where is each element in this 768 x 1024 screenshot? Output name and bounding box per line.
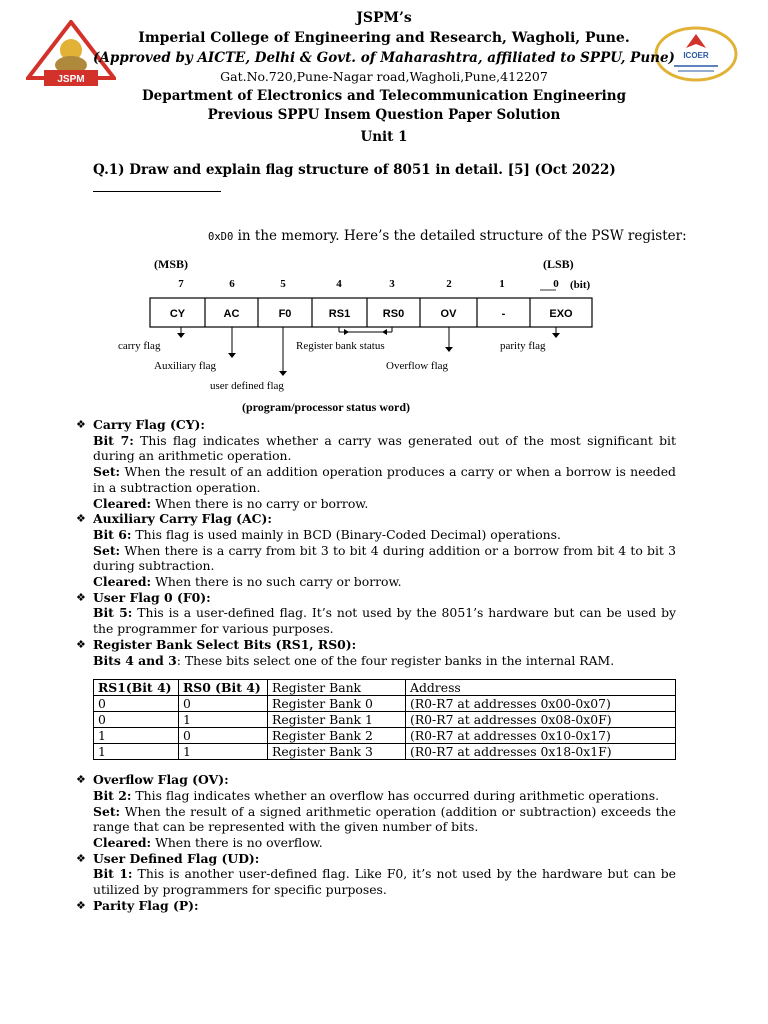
bit-number-2: 5 [280,278,286,290]
college-address: Gat.No.720,Pune-Nagar road,Wagholi,Pune,412207 [220,69,548,84]
bit-number-0: 7 [178,278,184,290]
section-title: User Defined Flag (UD): [93,850,260,866]
diamond-bullet-icon: ❖ [76,590,86,604]
table-row: 1 1 Register Bank 3 (R0-R7 at addresses 0x18-0x1F) [94,744,676,760]
auxiliary-flag-label: Auxiliary flag [154,360,217,372]
icoer-logo-text: ICOER [683,51,709,60]
section-carry-flag [76,417,676,433]
bit-number-6: 1 [499,278,505,290]
diamond-bullet-icon: ❖ [76,851,86,865]
cy-cleared-para: Cleared: When there is no carry or borrow. [93,495,369,511]
section-title: Parity Flag (P): [93,897,199,913]
ac-bit-para: Bit 6: This flag is used mainly in BCD (Binary-Coded Decimal) operations. [93,526,561,542]
user-defined-flag-label: user defined flag [210,380,284,392]
section-user-flag-0 [76,590,676,606]
department-name: Department of Electronics and Telecommunication Engineering [141,88,627,104]
ac-cleared-para: Cleared: When there is no such carry or borrow. [93,574,402,590]
section-title: Register Bank Select Bits (RS1, RS0): [93,636,357,652]
intro-text [208,228,687,244]
psw-cell-1: AC [223,308,240,320]
register-bank-table [93,679,676,760]
content-body [76,417,676,914]
ov-set-para: Set: When the result of a signed arithmetic operation (addition or subtraction) exceeds the range that can be represented with the given number of bits. [93,803,676,835]
question-underline [93,191,221,192]
psw-cell-4: RS0 [382,308,405,320]
bit-word-label: (bit) [570,279,591,291]
section-register-bank-select [76,637,676,653]
paper-title: Previous SPPU Insem Question Paper Solution [207,107,561,123]
f0-bit-para: Bit 5: This is a user-defined flag. It’s not used by the 8051’s hardware but can be used by the programmer for various purposes. [93,605,676,637]
bit-number-7: 0 [553,278,559,290]
section-title: Carry Flag (CY): [93,417,205,432]
section-title: Auxiliary Carry Flag (AC): [93,511,272,527]
bit-number-4: 3 [389,278,395,290]
diamond-bullet-icon: ❖ [76,512,86,526]
diamond-bullet-icon: ❖ [76,637,86,651]
msb-label: (MSB) [154,257,188,271]
cy-set-para: Set: When the result of an addition operation produces a carry or when a borrow is needed in a subtraction operation. [93,464,676,495]
intro-sentence: in the memory. Here’s the detailed structure of the PSW register: [233,228,687,244]
unit-title: Unit 1 [360,129,408,145]
diamond-bullet-icon: ❖ [76,898,86,912]
table-header-row [94,680,676,696]
section-auxiliary-carry-flag [76,511,676,527]
section-title: Overflow Flag (OV): [93,772,229,788]
section-overflow-flag [76,772,676,788]
bit-number-3: 4 [336,278,342,290]
rs-bit-para: Bits 4 and 3: These bits select one of the four register banks in the internal RAM. [93,652,615,668]
table-header: RS1(Bit 4) [94,680,179,696]
question-title: Q.1) Draw and explain flag structure of 8051 in detail. [5] (Oct 2022) [93,162,616,178]
parity-flag-label: parity flag [500,340,546,352]
bit-number-5: 2 [446,278,452,290]
section-user-defined-flag [76,851,676,867]
ov-cleared-para: Cleared: When there is no overflow. [93,835,323,851]
bit-number-1: 6 [229,278,235,290]
intro-code: 0xD0 [208,231,234,243]
table-header: Address [406,680,676,696]
diamond-bullet-icon: ❖ [76,773,86,787]
ac-set-para: Set: When there is a carry from bit 3 to bit 4 during addition or a borrow from bit 4 to bit 3 during subtraction. [93,542,676,574]
table-row: 0 1 Register Bank 1 (R0-R7 at addresses 0x08-0x0F) [94,712,676,728]
table-row: 0 0 Register Bank 0 (R0-R7 at addresses 0x00-0x07) [94,696,676,712]
section-parity-flag [76,898,676,914]
psw-caption: (program/processor status word) [242,400,410,414]
ud-bit-para: Bit 1: This is another user-defined flag. Like F0, it’s not used by the hardware but can be utilized by programmers for specific purposes. [93,866,676,898]
ov-bit-para: Bit 2: This flag indicates whether an overflow has occurred during arithmetic operations. [93,787,660,803]
section-title: User Flag 0 (F0): [93,589,211,605]
table-header: Register Bank [268,680,406,696]
diamond-bullet-icon: ❖ [76,418,86,431]
psw-cell-3: RS1 [328,308,351,320]
psw-cell-7: EXO [549,308,573,320]
psw-cell-0: CY [169,308,186,320]
carry-flag-label: carry flag [118,340,161,352]
table-row: 1 0 Register Bank 2 (R0-R7 at addresses 0x10-0x17) [94,728,676,744]
psw-cell-5: OV [440,308,457,320]
psw-cell-2: F0 [278,308,292,320]
psw-register-box [150,298,592,327]
approval-line: (Approved by AICTE, Delhi & Govt. of Maharashtra, affiliated to SPPU, Pune) [93,50,675,66]
table-header: RS0 (Bit 4) [179,680,268,696]
cy-bit-para: Bit 7: This flag indicates whether a carry was generated out of the most significant bit during an arithmetic operation. [93,432,676,464]
psw-diagram [110,250,670,418]
jspm-logo-text: JSPM [57,74,85,85]
psw-cell-6: - [501,308,506,320]
lsb-label: (LSB) [543,257,574,271]
overflow-flag-label: Overflow flag [386,360,449,372]
org-name: JSPM’s [356,10,412,26]
college-name: Imperial College of Engineering and Research, Wagholi, Pune. [138,30,630,46]
register-bank-status-label: Register bank status [296,340,385,352]
